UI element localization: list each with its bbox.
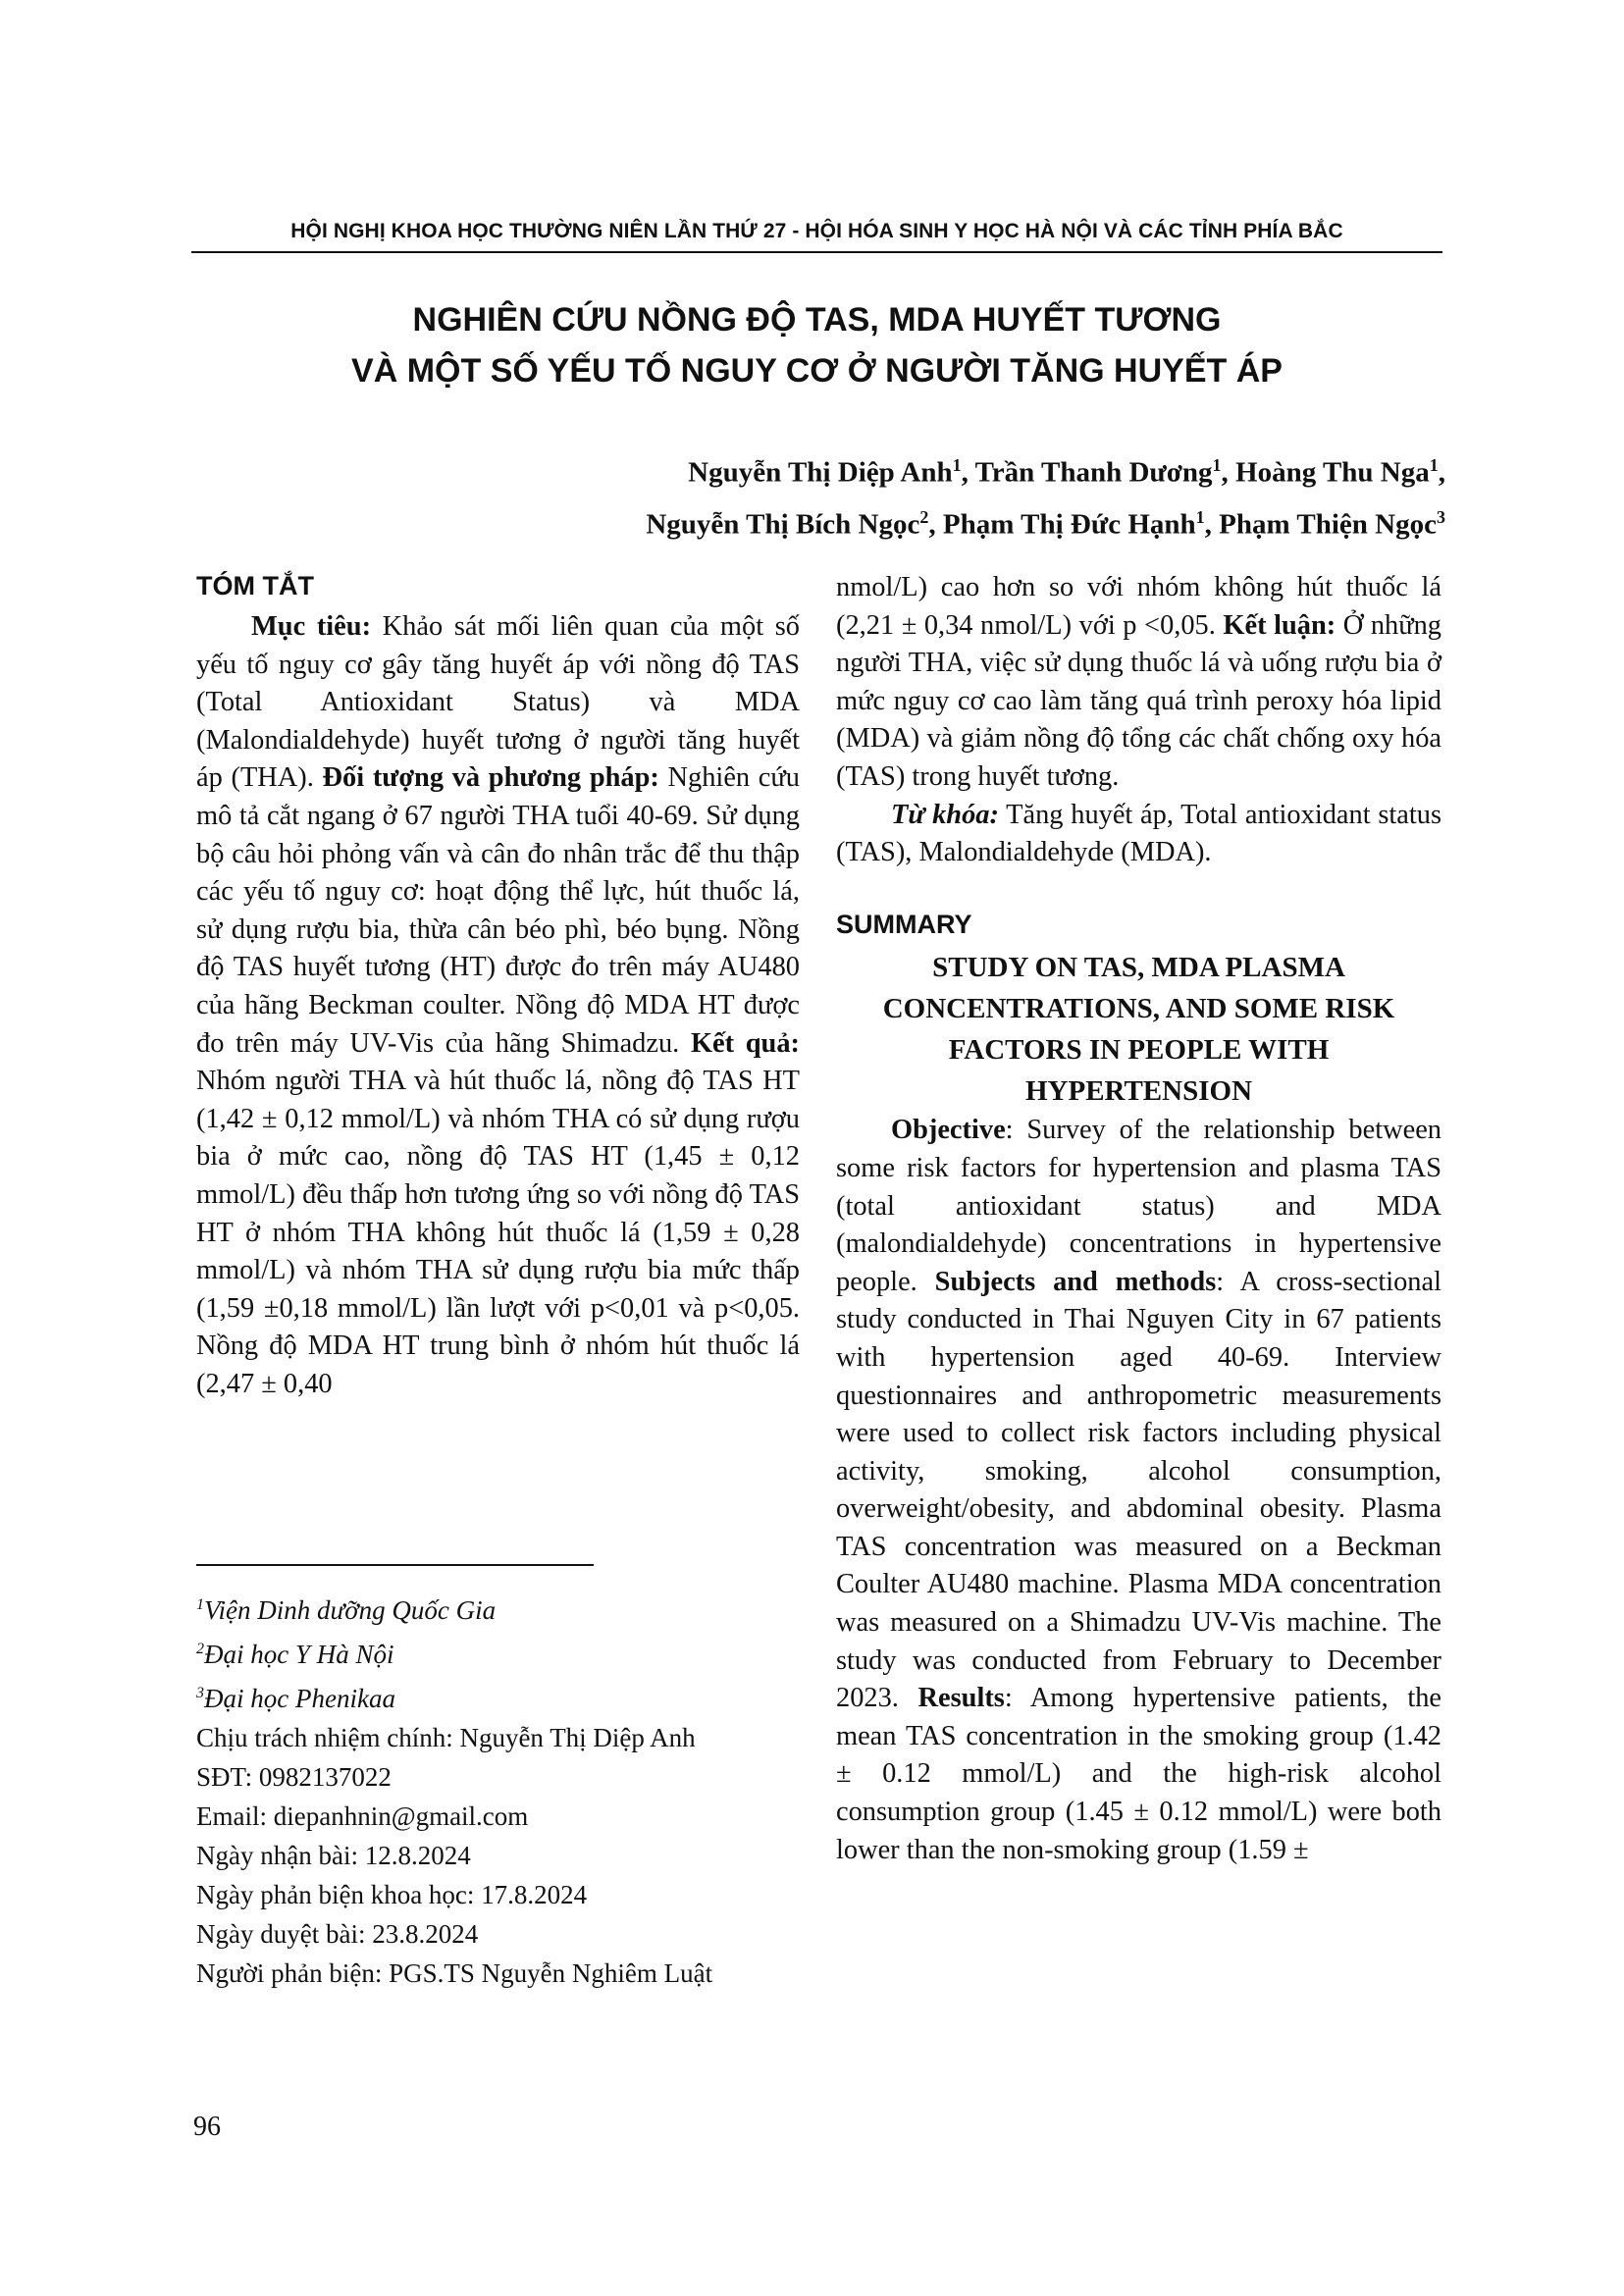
title-line-1: NGHIÊN CỨU NỒNG ĐỘ TAS, MDA HUYẾT TƯƠNG — [412, 301, 1222, 339]
methods-label-en: Subjects and methods — [934, 1266, 1217, 1297]
results-label-en: Results — [917, 1683, 1005, 1714]
header-rule — [191, 251, 1442, 253]
objective-text-en: : Survey of the relationship between some risk factors for hypertension and plasma TAS (total antioxidant status) and MDA (malondialdehyde) concentrations in hypertensive people. — [836, 1115, 1441, 1297]
conclusion-label: Kết luận: — [1223, 609, 1336, 641]
objective-label: Mục tiêu: — [251, 611, 372, 642]
author-name: Phạm Thị Đức Hạnh — [942, 508, 1196, 541]
page-number: 96 — [193, 2112, 221, 2142]
affiliation-mark: 1 — [196, 1596, 204, 1613]
keywords-text: Tăng huyết áp, Total antioxidant status (TAS), Malondialdehyde (MDA). — [836, 799, 1442, 868]
conclusion-text: Ở những người THA, việc sử dụng thuốc lá và uống rượu bia ở mức nguy cơ cao làm tăng quá trình peroxy hóa lipid (MDA) và giảm nồng độ tổng các chất chống oxy hóa (TAS) trong huyết tương. — [836, 609, 1441, 792]
abstract-vi-continued — [836, 569, 1441, 797]
author-line-1 — [646, 444, 1445, 496]
objective-text: Khảo sát mối liên quan của một số yếu tố nguy cơ gây tăng huyết áp với nồng độ TAS (Total Antioxidant Status) và MDA (Malondialdehyde) huyết tương ở người tăng huyết áp (THA). — [196, 611, 800, 794]
results-text: Nhóm người THA và hút thuốc lá, nồng độ TAS HT (1,42 ± 0,12 mmol/L) và nhóm THA có sử dụng rượu bia ở mức cao, nồng độ TAS HT (1,45 ± 0,12 mmol/L) đều thấp hơn tương ứng so với nồng độ TAS HT ở nhóm THA không hút thuốc lá (1,59 ± 0,28 mmol/L) và nhóm THA sử dụng rượu bia mức thấp (1,59 ±0,18 mmol/L) lần lượt với p<0,01 và p<0,05. Nồng độ MDA HT trung bình ở nhóm hút thuốc lá (2,47 ± 0,40 — [196, 1066, 800, 1399]
reviewer: Người phản biện: PGS.TS Nguyễn Nghiêm Luật — [196, 1958, 713, 1988]
keywords — [836, 797, 1441, 872]
author-name: Nguyễn Thị Diệp Anh — [688, 456, 953, 489]
methods-text: Nghiên cứu mô tả cắt ngang ở 67 người THA tuổi 40-69. Sử dụng bộ câu hỏi phỏng vấn và cân đo nhân trắc để thu thập các yếu tố nguy cơ: hoạt động thể lực, hút thuốc lá, sử dụng rượu bia, thừa cân béo phì, béo bụng. Nồng độ TAS huyết tương (HT) được đo trên máy AU480 của hãng Beckman coulter. Nồng độ MDA HT được đo trên máy UV-Vis của hãng Shimadzu. — [196, 762, 800, 1059]
author-name: Nguyễn Thị Bích Ngọc — [646, 508, 920, 541]
footnote-rule — [196, 1564, 594, 1566]
author-name: Phạm Thiện Ngọc — [1219, 508, 1437, 541]
affiliation-mark: 3 — [1437, 506, 1445, 527]
results-text-en: : Among hypertensive patients, the mean TAS concentration in the smoking group (1.42 ± 0.12 mmol/L) and the high-risk alcohol consumption group (1.45 ± 0.12 mmol/L) were both lower than the non-smoking group (1.59 ± — [836, 1683, 1442, 1865]
affiliation-mark: 2 — [919, 506, 929, 527]
author-list — [646, 444, 1445, 547]
author-separator: , — [928, 508, 943, 541]
results-continued: nmol/L) cao hơn so với nhóm không hút thuốc lá (2,21 ± 0,34 nmol/L) với p <0,05. — [836, 572, 1441, 641]
summary-title: STUDY ON TAS, MDA PLASMA CONCENTRATIONS, AND SOME RISK FACTORS IN PEOPLE WITH HYPERTENSION — [882, 952, 1395, 1108]
abstract-vi-paragraph — [196, 608, 800, 1403]
author-separator: , — [1221, 456, 1236, 489]
footnotes — [196, 1586, 800, 1993]
author-separator: , — [961, 456, 975, 489]
title-line-2: VÀ MỘT SỐ YẾU TỐ NGUY CƠ Ở NGƯỜI TĂNG HUYẾT ÁP — [351, 352, 1283, 390]
affiliation-3: $^3$Đại học Phenikaa — [196, 1684, 395, 1713]
methods-text-en: : A cross-sectional study conducted in Thai Nguyen City in 67 patients with hypertension aged 40-69. Interview questionnaires and anthropometric measurements were used to collect risk factors including physical activity, smoking, alcohol consumption, overweight/obesity, and abdominal obesity. Plasma TAS concentration was measured on a Beckman Coulter AU480 machine. Plasma MDA concentration was measured on a Shimadzu UV-Vis machine. The study was conducted from February to December 2023. — [836, 1266, 1441, 1714]
affiliation-mark: 2 — [196, 1641, 204, 1657]
running-header: HỘI NGHỊ KHOA HỌC THƯỜNG NIÊN LẦN THỨ 27 - HỘI HÓA SINH Y HỌC HÀ NỘI VÀ CÁC TỈNH PHÍA BẮC — [290, 220, 1343, 242]
affiliation-mark: 1 — [1212, 455, 1222, 475]
affiliation-mark: 3 — [196, 1685, 204, 1701]
corresponding-author: Chịu trách nhiệm chính: Nguyễn Thị Diệp Anh — [196, 1723, 696, 1752]
affiliation-mark: 1 — [1195, 506, 1205, 527]
article-title — [191, 294, 1442, 396]
email: Email: diepanhnin@gmail.com — [196, 1801, 529, 1831]
author-line-2 — [646, 496, 1445, 548]
objective-label-en: Objective — [891, 1115, 1006, 1146]
abstract-vi-heading: TÓM TẮT — [196, 571, 314, 600]
affiliation-1: $^1$Viện Dinh dưỡng Quốc Gia — [196, 1595, 497, 1625]
date-reviewed: Ngày phản biện khoa học: 17.8.2024 — [196, 1880, 588, 1909]
date-accepted: Ngày duyệt bài: 23.8.2024 — [196, 1919, 479, 1949]
summary-heading: SUMMARY — [836, 909, 972, 939]
right-column — [836, 569, 1441, 1869]
summary-paragraph — [836, 1112, 1441, 1869]
author-separator: , — [1204, 508, 1220, 541]
author-name: Hoàng Thu Nga — [1235, 456, 1430, 489]
affiliation-mark: 1 — [1429, 455, 1439, 475]
affiliation-2: $^2$Đại học Y Hà Nội — [196, 1640, 394, 1669]
date-received: Ngày nhận bài: 12.8.2024 — [196, 1841, 471, 1870]
phone: SĐT: 0982137022 — [196, 1762, 392, 1792]
affiliation-mark: 1 — [952, 455, 962, 475]
keywords-label: Từ khóa: — [891, 799, 999, 830]
methods-label: Đối tượng và phương pháp: — [322, 762, 659, 794]
results-label: Kết quả: — [690, 1027, 800, 1059]
abstract-vi — [196, 608, 800, 1403]
author-name: Trần Thanh Dương — [974, 456, 1213, 489]
author-separator: , — [1438, 456, 1445, 489]
